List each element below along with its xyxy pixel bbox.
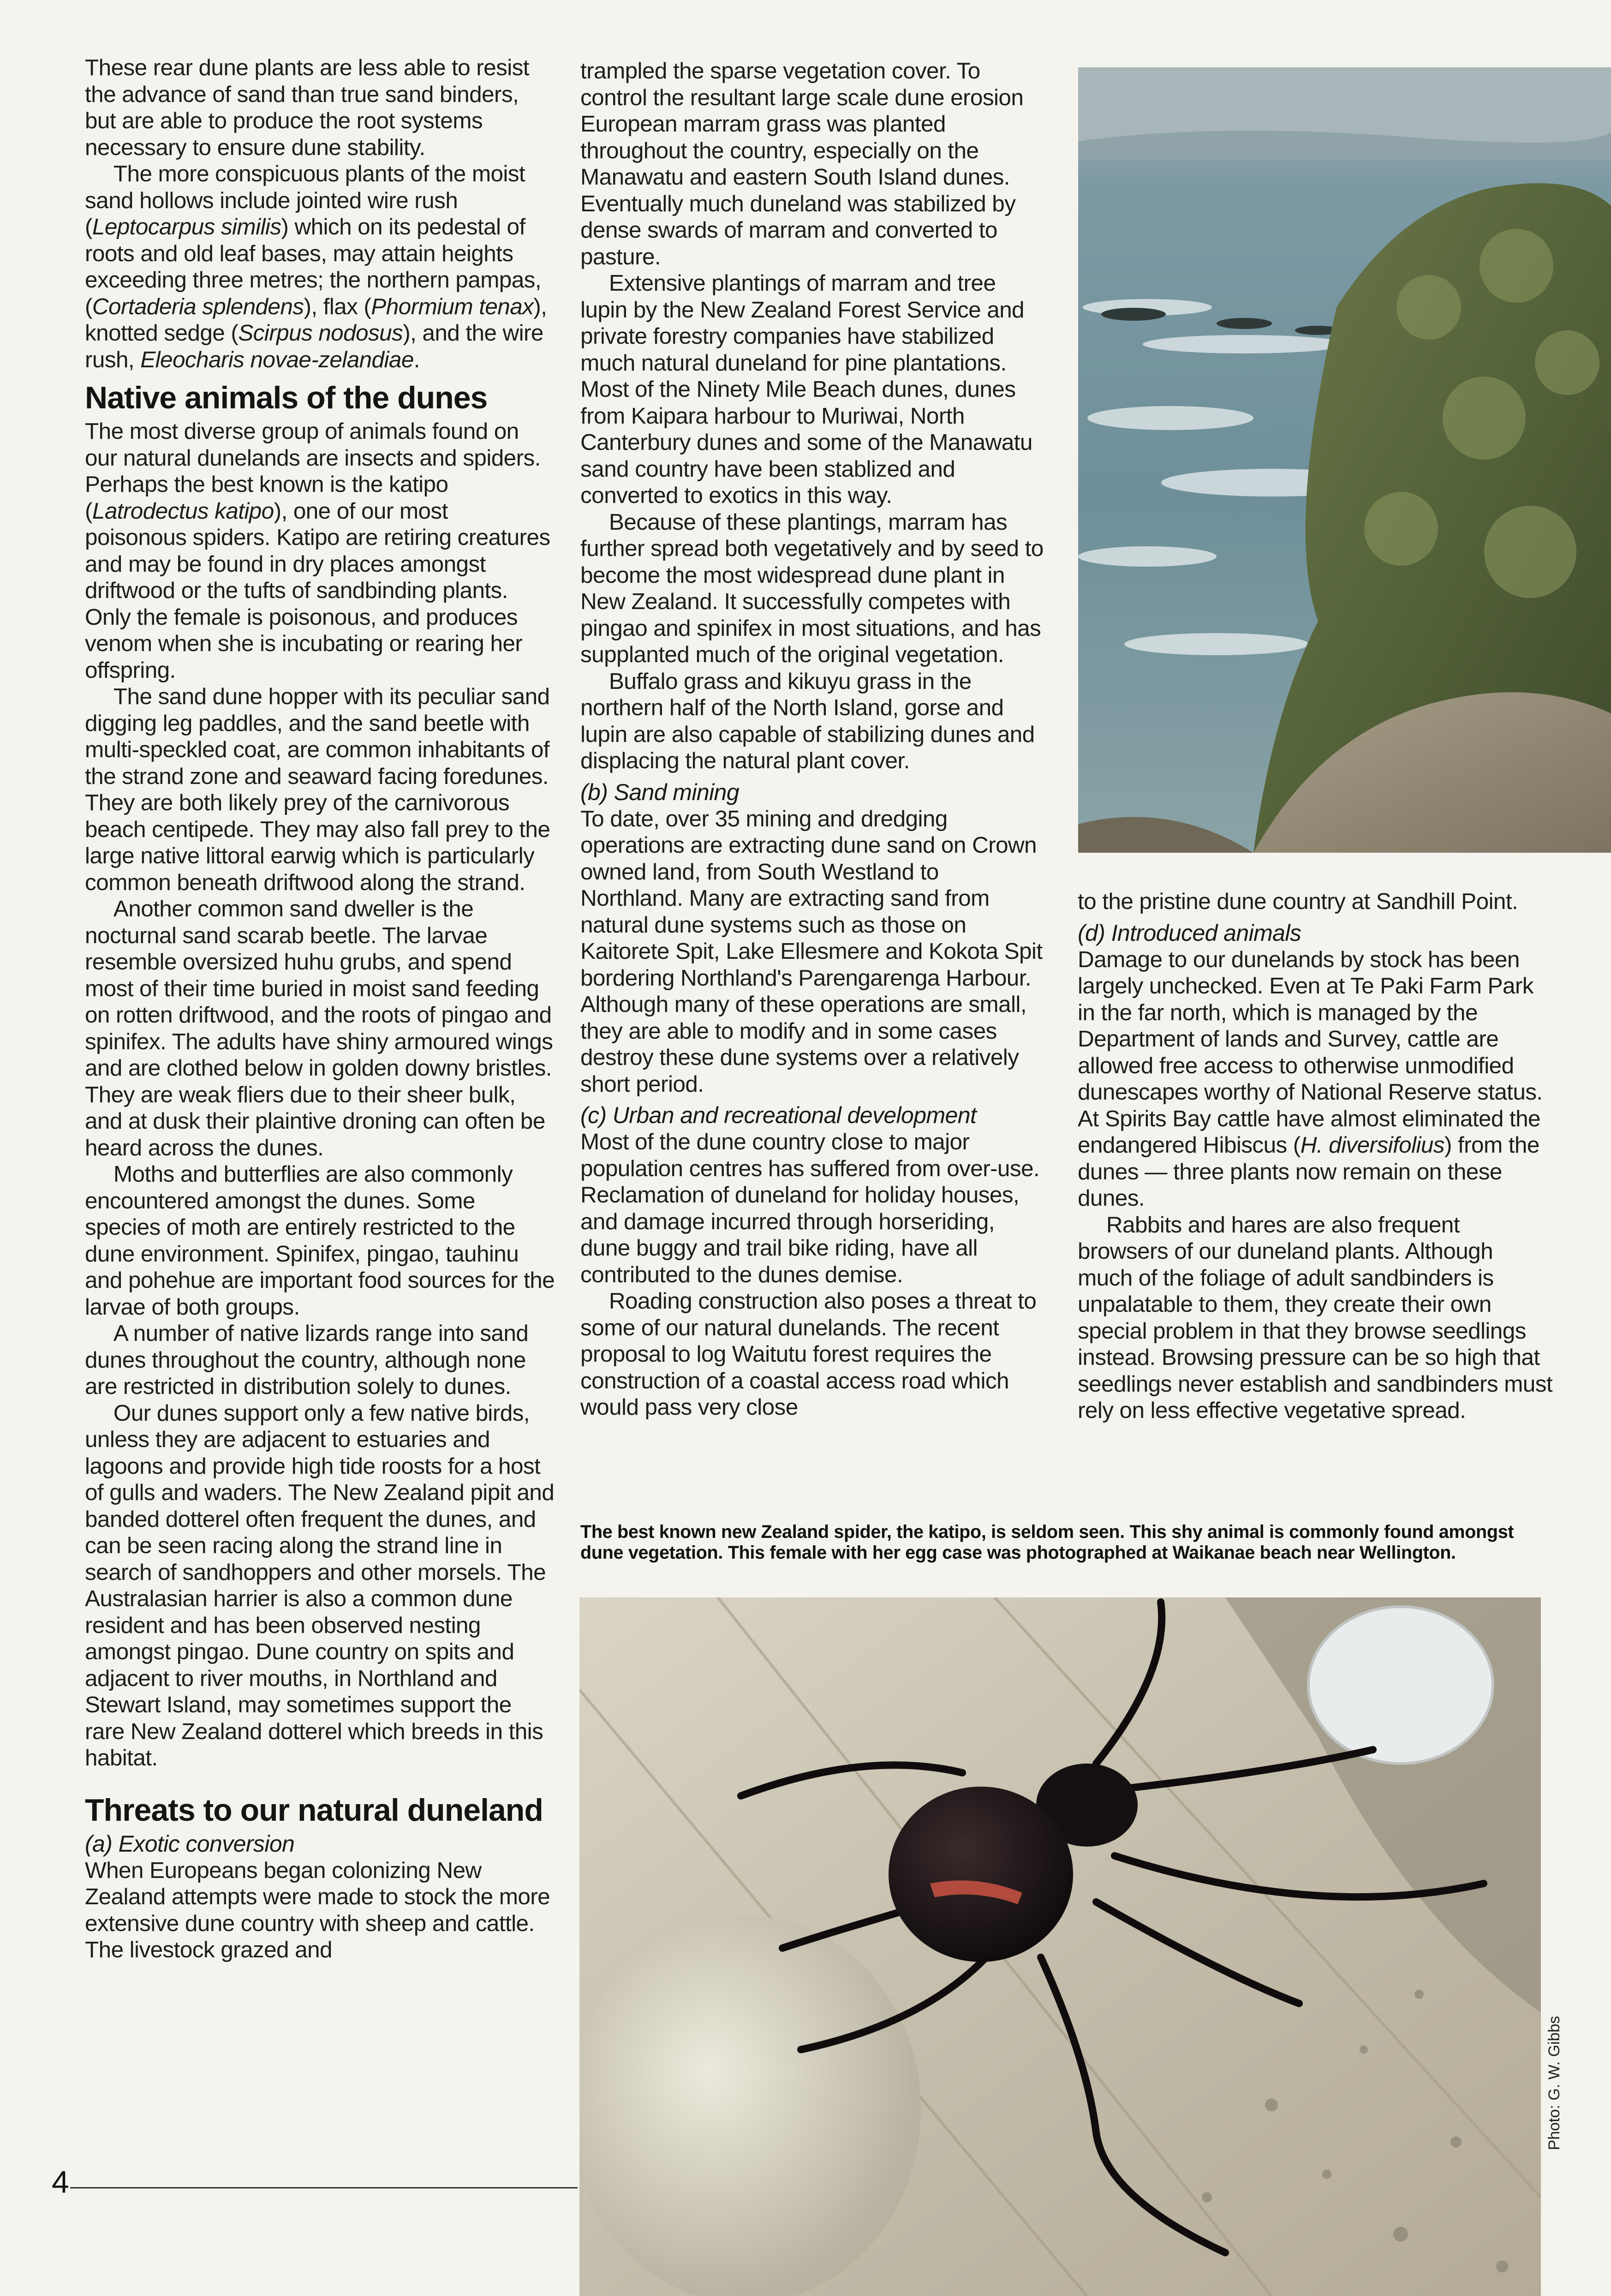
section-heading-threats: Threats to our natural duneland bbox=[85, 1792, 543, 1828]
coastal-dune-photo bbox=[1078, 67, 1611, 853]
section-heading-native-animals: Native animals of the dunes bbox=[85, 380, 488, 415]
column-1 bbox=[85, 54, 555, 1963]
paragraph: Buffalo grass and kikuyu grass in the northern half of the North Island, gorse and lupin are also capable of stabilizing dunes and displacing the natural plant cover. bbox=[580, 668, 1035, 773]
paragraph: trampled the sparse vegetation cover. To control the resultant large scale dune erosion European marram grass was planted throughout the country, especially on the Manawatu and eastern South Island dunes. Eventually much duneland was stabilized by dense swards of marram and converted to pasture. bbox=[580, 58, 1024, 269]
paragraph: The sand dune hopper with its peculiar sand digging leg paddles, and the sand beetle with multi-speckled coat, are common inhabitants of the strand zone and seaward facing foredunes. They are both likely prey of the carnivorous beach centipede. They may also fall prey to the large native littoral earwig which is particularly common beneath driftwood along the strand. bbox=[85, 684, 550, 895]
paragraph: to the pristine dune country at Sandhill Point. bbox=[1078, 889, 1518, 914]
paragraph: Moths and butterflies are also commonly encountered amongst the dunes. Some species of moth are entirely restricted to the dune environment. Spinifex, pingao, tauhinu and pohehue are important food sources for the larvae of both groups. bbox=[85, 1161, 555, 1320]
column-3 bbox=[1078, 888, 1553, 1424]
paragraph: Damage to our dunelands by stock has been largely unchecked. Even at Te Paki Farm Park in the far north, which is managed by the Department of lands and Survey, cattle are allowed free access to otherwise unmodified dunescapes worthy of National Reserve status. At Spirits Bay cattle have almost eliminated the endangered Hibiscus (H. diversifolius) from the dunes — three plants now remain on these dunes. bbox=[1078, 946, 1543, 1211]
photo-caption: The best known new Zealand spider, the katipo, is seldom seen. This shy animal is commonly found amongst dune vegetation. This female with her egg case was photographed at Waikanae beach near Wellington. bbox=[580, 1522, 1514, 1563]
subheading-urban-development: (c) Urban and recreational development bbox=[580, 1102, 977, 1128]
paragraph: Because of these plantings, marram has further spread both vegetatively and by seed to become the most widespread dune plant in New Zealand. It successfully competes with pingao and spinifex in most situations, and has supplanted much of the original vegetation. bbox=[580, 509, 1044, 667]
paragraph: Roading construction also poses a threat to some of our natural dunelands. The recent proposal to log Waitutu forest requires the construction of a coastal access road which would pass very close bbox=[580, 1288, 1037, 1420]
paragraph: When Europeans began colonizing New Zealand attempts were made to stock the more extensive dune country with sheep and cattle. The livestock grazed and bbox=[85, 1857, 550, 1962]
paragraph: The most diverse group of animals found on our natural dunelands are insects and spiders. Perhaps the best known is the katipo (Latrodectus katipo), one of our most poisonous spiders. Katipo are retiring creatures and may be found in dry places amongst driftwood or the tufts of sandbinding plants. Only the female is poisonous, and produces venom when she is incubating or rearing her offspring. bbox=[85, 419, 550, 683]
page-rule bbox=[70, 2187, 578, 2188]
subheading-exotic-conversion: (a) Exotic conversion bbox=[85, 1830, 295, 1857]
paragraph: The more conspicuous plants of the moist sand hollows include jointed wire rush (Leptocarpus similis) which on its pedestal of roots and old leaf bases, may attain heights exceeding three metres; the northern pampas, (Cortaderia splendens), flax (Phormium tenax), knotted sedge (Scirpus nodosus), and the wire rush, Eleocharis novae-zelandiae. bbox=[85, 161, 547, 372]
paragraph: Most of the dune country close to major population centres has suffered from over-use. Reclamation of duneland for holiday houses, and damage incurred through horseriding, dune buggy and trail bike riding, have all contributed to the dunes demise. bbox=[580, 1129, 1040, 1287]
paragraph: Another common sand dweller is the nocturnal sand scarab beetle. The larvae resemble oversized huhu grubs, and spend most of their time buried in moist sand feeding on rotten driftwood, and the roots of pingao and spinifex. The adults have shiny armoured wings and are clothed below in golden downy bristles. They are weak fliers due to their sheer bulk, and at dusk their plaintive droning can often be heard across the dunes. bbox=[85, 896, 553, 1160]
paragraph: Rabbits and hares are also frequent browsers of our duneland plants. Although much of the foliage of adult sandbinders is unpalatable to them, they create their own special problem in that they browse seedlings instead. Browsing pressure can be so high that seedlings never establish and sandbinders must rely on less effective vegetative spread. bbox=[1078, 1212, 1553, 1423]
paragraph: A number of native lizards range into sand dunes throughout the country, although none are restricted in distribution solely to dunes. bbox=[85, 1321, 529, 1399]
paragraph: To date, over 35 mining and dredging operations are extracting dune sand on Crown owned land, from South Westland to Northland. Many are extracting sand from natural dune systems such as those on Kaitorete Spit, Lake Ellesmere and Kokota Spit bordering Northland's Parengarenga Harbour. Although many of these operations are small, they are able to modify and in some cases destroy these dune systems over a relatively short period. bbox=[580, 806, 1043, 1097]
subheading-sand-mining: (b) Sand mining bbox=[580, 779, 739, 805]
photo-credit: Photo: G. W. Gibbs bbox=[1545, 2015, 1563, 2150]
paragraph: Our dunes support only a few native birds, unless they are adjacent to estuaries and lagoons and provide high tide roosts for a host of gulls and waders. The New Zealand pipit and banded dotterel often frequent the dunes, and can be seen racing along the strand line in search of sandhoppers and other morsels. The Australasian harrier is also a common dune resident and has been observed nesting amongst pingao. Dune country on spits and adjacent to river mouths, in Northland and Stewart Island, may sometimes support the rare New Zealand dotterel which breeds in this habitat. bbox=[85, 1400, 555, 1770]
subheading-introduced-animals: (d) Introduced animals bbox=[1078, 920, 1301, 946]
paragraph: These rear dune plants are less able to resist the advance of sand than true sand binders, but are able to produce the root systems necessary to ensure dune stability. bbox=[85, 55, 529, 160]
paragraph: Extensive plantings of marram and tree lupin by the New Zealand Forest Service and private forestry companies have stabilized much natural duneland for pine plantations. Most of the Ninety Mile Beach dunes, dunes from Kaipara harbour to Muriwai, North Canterbury dunes and some of the Manawatu sand country have been stablized and converted to exotics in this way. bbox=[580, 270, 1032, 508]
column-2 bbox=[580, 58, 1046, 1421]
page-number: 4 bbox=[52, 2164, 69, 2200]
katipo-spider-photo bbox=[579, 1597, 1541, 2296]
